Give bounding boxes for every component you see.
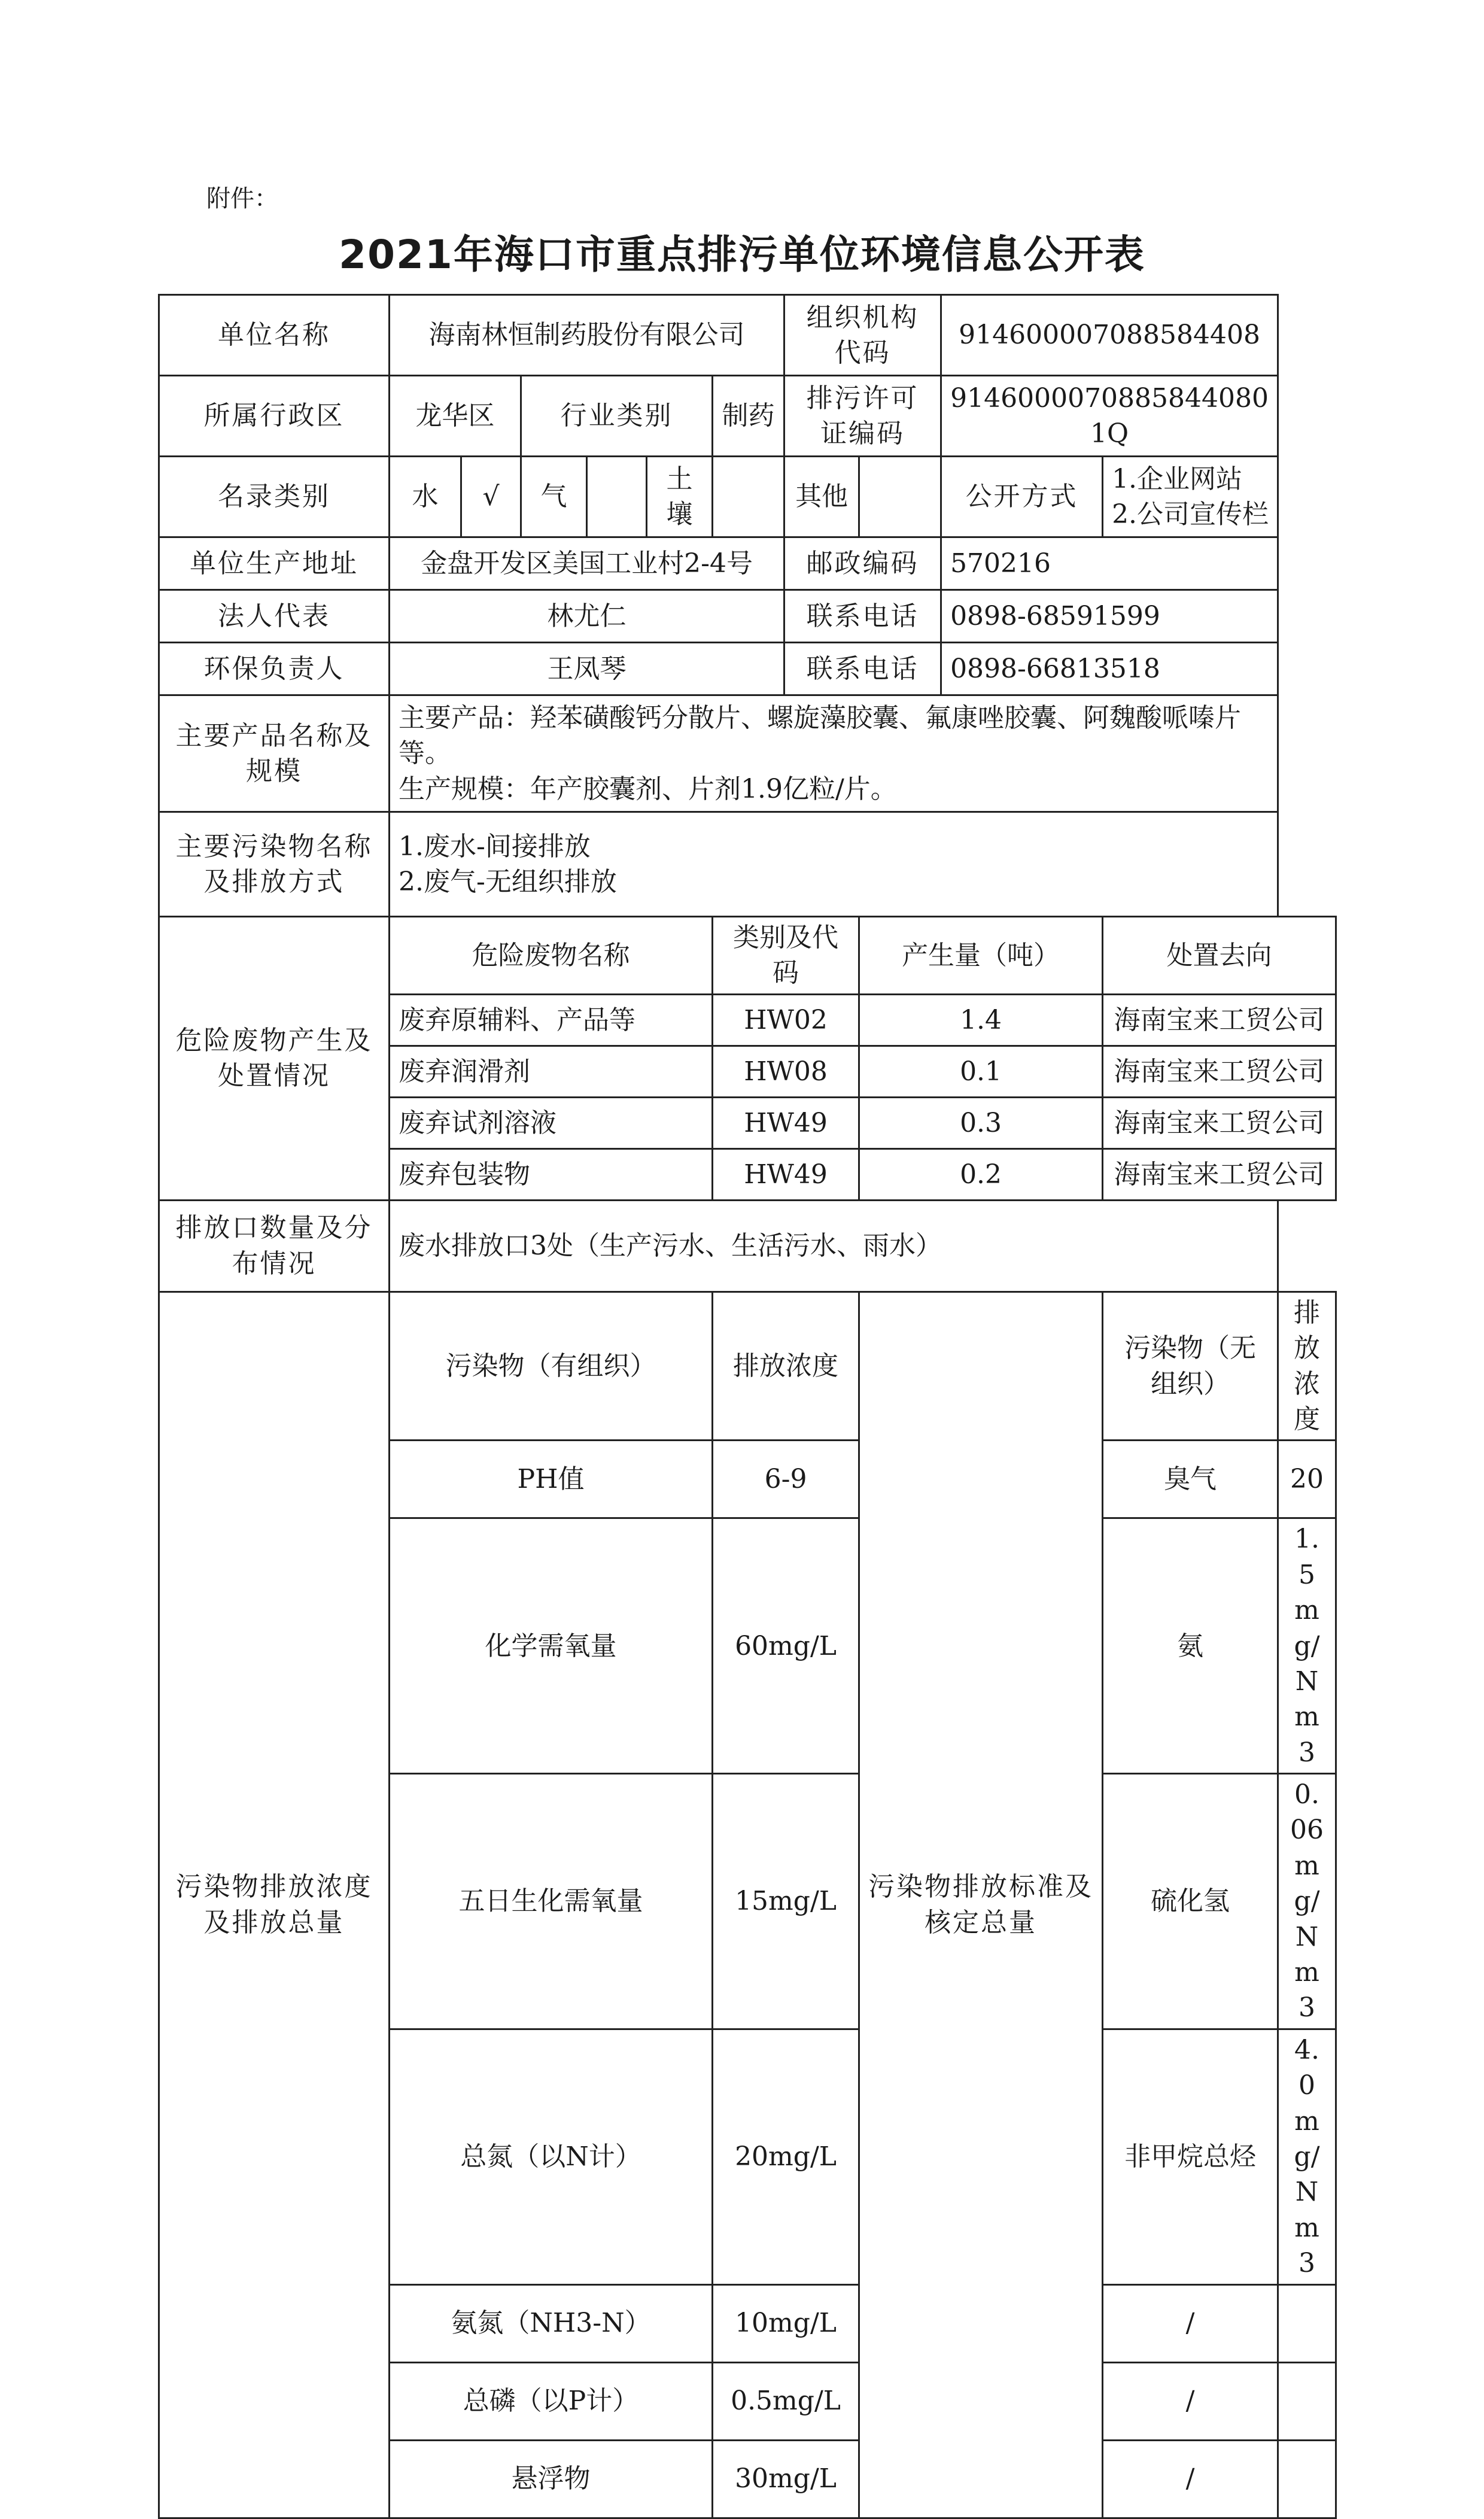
organized-value: 15mg/L	[713, 1774, 859, 2029]
hazardous-disposal: 海南宝来工贸公司	[1103, 1148, 1336, 1200]
hazardous-name: 废弃润滑剂	[390, 1046, 713, 1097]
postcode-label: 邮政编码	[784, 537, 941, 590]
address-value: 金盘开发区美国工业村2-4号	[390, 537, 784, 590]
organized-conc-header: 排放浓度	[713, 1292, 859, 1441]
hazardous-name: 废弃试剂溶液	[390, 1097, 713, 1148]
unorganized-value	[1278, 2362, 1336, 2440]
postcode-value: 570216	[941, 537, 1278, 590]
hazardous-code: HW02	[713, 994, 859, 1046]
disclosure-item: 1.企业网站	[1112, 463, 1243, 494]
industry-value: 制药	[713, 376, 784, 457]
unorganized-pollutant: 氨	[1103, 1518, 1278, 1774]
phone-label: 联系电话	[784, 590, 941, 643]
hazardous-header-amount: 产生量（吨）	[859, 917, 1103, 995]
pollutants-label: 主要污染物名称及排放方式	[159, 812, 390, 917]
other-label: 其他	[784, 457, 859, 537]
unorganized-pollutant: 臭气	[1103, 1441, 1278, 1518]
hazardous-name: 废弃包装物	[390, 1148, 713, 1200]
air-check	[587, 457, 647, 537]
hazardous-disposal: 海南宝来工贸公司	[1103, 994, 1336, 1046]
unorganized-value: 20	[1278, 1441, 1336, 1518]
permit-value: 91460000708858440801Q	[941, 376, 1278, 457]
organized-pollutant: 氨氮（NH3-N）	[390, 2284, 713, 2362]
org-code-label: 组织机构代码	[784, 295, 941, 376]
info-table	[158, 294, 1337, 2519]
organized-value: 60mg/L	[713, 1518, 859, 1774]
hazardous-header-name: 危险废物名称	[390, 917, 713, 995]
unorganized-pollutant: /	[1103, 2362, 1278, 2440]
hazardous-code: HW49	[713, 1097, 859, 1148]
unorganized-conc-header: 排放浓度	[1278, 1292, 1336, 1441]
pollutants-value	[390, 812, 1278, 917]
phone-value-2: 0898-66813518	[941, 643, 1278, 695]
hazardous-header-disposal: 处置去向	[1103, 917, 1336, 995]
organized-pollutant: 五日生化需氧量	[390, 1774, 713, 2029]
legal-rep-label: 法人代表	[159, 590, 390, 643]
standard-label: 污染物排放标准及核定总量	[859, 1292, 1103, 2518]
district-value: 龙华区	[390, 376, 521, 457]
unorganized-value: 1.5mg/Nm3	[1278, 1518, 1336, 1774]
organized-pollutant: PH值	[390, 1441, 713, 1518]
unorganized-value	[1278, 2440, 1336, 2518]
unorganized-header: 污染物（无组织）	[1103, 1292, 1278, 1441]
disclosure-item: 2.公司宣传栏	[1112, 499, 1269, 530]
organized-header: 污染物（有组织）	[390, 1292, 713, 1441]
hazardous-amount: 0.1	[859, 1046, 1103, 1097]
permit-label: 排污许可证编码	[784, 376, 941, 457]
hazardous-header-code: 类别及代码	[713, 917, 859, 995]
products-scale: 生产规模：年产胶囊剂、片剂1.9亿粒/片。	[399, 773, 897, 804]
unorganized-value: 4.0mg/Nm3	[1278, 2029, 1336, 2284]
unit-name-label: 单位名称	[159, 295, 390, 376]
soil-check	[713, 457, 784, 537]
hazardous-disposal: 海南宝来工贸公司	[1103, 1097, 1336, 1148]
water-label: 水	[390, 457, 461, 537]
water-check: √	[461, 457, 521, 537]
disclosure-label: 公开方式	[941, 457, 1103, 537]
organized-pollutant: 总磷（以P计）	[390, 2362, 713, 2440]
products-label: 主要产品名称及规模	[159, 695, 390, 812]
organized-value: 10mg/L	[713, 2284, 859, 2362]
hazardous-code: HW49	[713, 1148, 859, 1200]
organized-value: 20mg/L	[713, 2029, 859, 2284]
unorganized-pollutant: /	[1103, 2284, 1278, 2362]
unorganized-pollutant: 非甲烷总烃	[1103, 2029, 1278, 2284]
organized-value: 30mg/L	[713, 2440, 859, 2518]
outlets-value: 废水排放口3处（生产污水、生活污水、雨水）	[390, 1200, 1278, 1292]
emission-label: 污染物排放浓度及排放总量	[159, 1292, 390, 2518]
legal-rep-value: 林尤仁	[390, 590, 784, 643]
outlets-label: 排放口数量及分布情况	[159, 1200, 390, 1292]
soil-label: 土壤	[647, 457, 713, 537]
organized-value: 0.5mg/L	[713, 2362, 859, 2440]
organized-pollutant: 化学需氧量	[390, 1518, 713, 1774]
hazardous-amount: 0.3	[859, 1097, 1103, 1148]
other-check	[859, 457, 941, 537]
disclosure-value	[1103, 457, 1278, 537]
products-value	[390, 695, 1278, 812]
organized-pollutant: 总氮（以N计）	[390, 2029, 713, 2284]
hazardous-amount: 0.2	[859, 1148, 1103, 1200]
pollutant-item: 1.废水-间接排放	[399, 831, 591, 862]
hazardous-name: 废弃原辅料、产品等	[390, 994, 713, 1046]
unorganized-value	[1278, 2284, 1336, 2362]
unorganized-value: 0.06mg/Nm3	[1278, 1774, 1336, 2029]
hazardous-code: HW08	[713, 1046, 859, 1097]
unorganized-pollutant: 硫化氢	[1103, 1774, 1278, 2029]
district-label: 所属行政区	[159, 376, 390, 457]
env-manager-label: 环保负责人	[159, 643, 390, 695]
pollutant-item: 2.废气-无组织排放	[399, 867, 617, 897]
phone-label-2: 联系电话	[784, 643, 941, 695]
organized-pollutant: 悬浮物	[390, 2440, 713, 2518]
list-category-label: 名录类别	[159, 457, 390, 537]
attachment-label: 附件：	[206, 185, 278, 212]
industry-label: 行业类别	[521, 376, 713, 457]
hazardous-disposal: 海南宝来工贸公司	[1103, 1046, 1336, 1097]
unorganized-pollutant: /	[1103, 2440, 1278, 2518]
organized-value: 6-9	[713, 1441, 859, 1518]
hazardous-label: 危险废物产生及处置情况	[159, 917, 390, 1201]
env-manager-value: 王凤琴	[390, 643, 784, 695]
address-label: 单位生产地址	[159, 537, 390, 590]
page-title: 2021年海口市重点排污单位环境信息公开表	[339, 232, 1145, 278]
hazardous-amount: 1.4	[859, 994, 1103, 1046]
products-main: 主要产品：羟苯磺酸钙分散片、螺旋藻胶囊、氟康唑胶囊、阿魏酸哌嗪片等。	[399, 702, 1241, 769]
phone-value: 0898-68591599	[941, 590, 1278, 643]
air-label: 气	[521, 457, 587, 537]
unit-name-value: 海南林恒制药股份有限公司	[390, 295, 784, 376]
org-code-value: 914600007088584408	[941, 295, 1278, 376]
